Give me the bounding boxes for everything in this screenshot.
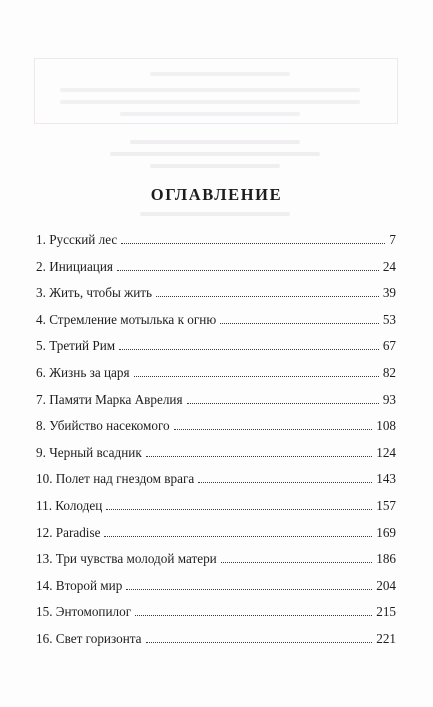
dot-leader [221, 562, 372, 563]
toc-entry [36, 285, 396, 312]
bleed-through-mark [150, 164, 280, 168]
toc-entry [36, 392, 396, 419]
toc-entry-title: 10. Полет над гнездом врага [36, 471, 195, 487]
toc-entry [36, 525, 396, 552]
toc-entry [36, 259, 396, 286]
bleed-through-mark [150, 72, 290, 76]
toc-entry-page-number: 7 [389, 232, 396, 247]
toc-entry [36, 312, 396, 339]
bleed-through-mark [130, 140, 300, 144]
toc-entry-page-number: 93 [382, 391, 396, 407]
toc-entry-page-number: 143 [376, 471, 396, 487]
toc-entry-title: 8. Убийство насекомого [36, 418, 170, 434]
dot-leader [198, 482, 372, 483]
toc-entry [36, 471, 396, 498]
toc-entry-title: 13. Три чувства молодой матери [36, 551, 217, 567]
toc-entry-title: 12. Paradise [36, 524, 101, 540]
toc-heading: ОГЛАВЛЕНИЕ [150, 185, 283, 204]
toc-entry-page-number: 186 [376, 551, 396, 567]
dot-leader [146, 456, 372, 457]
toc-entry-page-number: 82 [382, 364, 396, 380]
toc-entry [36, 498, 396, 525]
dot-leader [135, 615, 372, 616]
toc-entry-page-number: 108 [376, 418, 396, 434]
toc-entry-title: 14. Второй мир [36, 577, 123, 593]
dot-leader [220, 323, 379, 324]
bleed-through-mark [60, 88, 360, 92]
toc-entry-page-number: 39 [382, 285, 396, 301]
table-of-contents [36, 232, 396, 658]
toc-entry-page-number: 24 [382, 258, 396, 274]
toc-entry-page-number: 221 [376, 630, 396, 646]
toc-entry [36, 604, 396, 631]
toc-entry-title: 6. Жизнь за царя [36, 364, 130, 380]
dot-leader [174, 429, 373, 430]
dot-leader [117, 270, 379, 271]
toc-entry-page-number: 215 [376, 604, 396, 620]
dot-leader [134, 376, 379, 377]
bleed-through-mark [110, 152, 320, 156]
toc-entry-title: 7. Памяти Марка Аврелия [36, 391, 183, 407]
bleed-through-mark [140, 212, 290, 216]
toc-entry-title: 2. Инициация [36, 258, 113, 274]
dot-leader [156, 296, 379, 297]
toc-entry [36, 418, 396, 445]
toc-entry-page-number: 169 [376, 524, 396, 540]
toc-entry [36, 365, 396, 392]
bleed-through-mark [60, 100, 360, 104]
toc-entry-title: 4. Стремление мотылька к огню [36, 311, 217, 327]
toc-entry-title: 1. Русский лес [36, 232, 118, 247]
dot-leader [119, 349, 379, 350]
toc-entry-title: 15. Энтомопилог [36, 604, 132, 620]
toc-entry-page-number: 124 [376, 444, 396, 460]
dot-leader [146, 642, 373, 643]
bleed-through-mark [120, 112, 300, 116]
toc-entry [36, 551, 396, 578]
dot-leader [121, 243, 385, 244]
toc-entry [36, 631, 396, 658]
toc-entry-title: 11. Колодец [36, 497, 103, 513]
toc-entry-page-number: 157 [376, 497, 396, 513]
dot-leader [104, 536, 372, 537]
toc-entry-title: 9. Черный всадник [36, 444, 142, 460]
toc-entry-title: 5. Третий Рим [36, 338, 116, 354]
toc-entry [36, 232, 396, 259]
dot-leader [126, 589, 372, 590]
toc-entry-page-number: 53 [382, 311, 396, 327]
toc-entry [36, 578, 396, 605]
dot-leader [187, 403, 379, 404]
toc-entry-page-number: 204 [376, 577, 396, 593]
toc-entry [36, 338, 396, 365]
toc-entry-title: 16. Свет горизонта [36, 630, 142, 646]
toc-entry-page-number: 67 [382, 338, 396, 354]
dot-leader [106, 509, 372, 510]
toc-entry-title: 3. Жить, чтобы жить [36, 285, 153, 301]
toc-entry [36, 445, 396, 472]
